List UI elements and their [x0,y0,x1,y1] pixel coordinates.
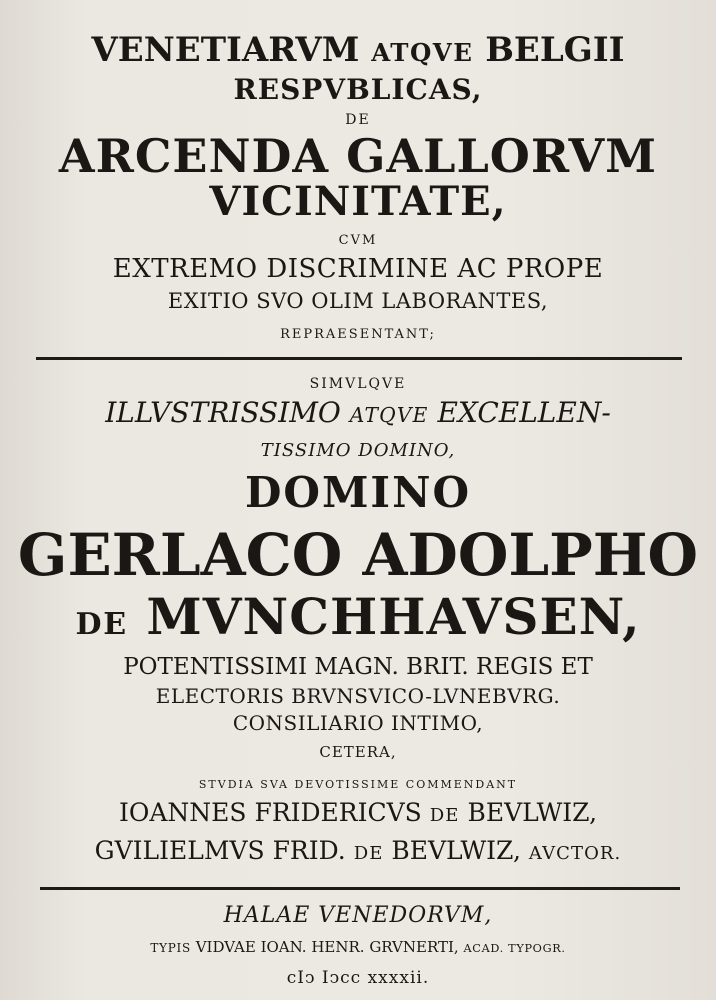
dedication-word-excellen: EXCELLEN- [437,396,611,429]
dedication-line-12 [0,800,716,825]
title-line-5: VICINITATE, [209,178,507,225]
title-line-3: DE [345,112,371,128]
dedication-line-9: CONSILIARIO INTIMO, [232,711,484,735]
imprint-line-2 [0,940,716,955]
dedication-line-2 [0,396,716,429]
dedication-line-6 [0,587,716,646]
dedication-line-10: CETERA, [319,743,397,761]
dedication-word-illustrissimo: ILLVSTRISSIMO [105,396,341,429]
imprint-acad: ACAD. TYPOGR. [463,942,566,955]
title-line-4: ARCENDA GALLORVM [58,129,658,183]
author-ioannes-surname: BEVLWIZ, [467,798,598,827]
dedication-line-11: STVDIA SVA DEVOTISSIME COMMENDANT [198,778,518,791]
top-rule [36,357,682,360]
imprint-year: cIↄ Iↄcc xxxxii. [286,968,430,988]
imprint-typis: TYPIS [150,941,191,955]
dedication-line-5: GERLACO ADOLPHO [17,521,699,589]
dedication-word-de: DE [75,607,128,642]
dedication-line-4: DOMINO [244,468,472,517]
title-word-atque: ATQVE [371,38,474,67]
dedication-line-3: TISSIMO DOMINO, [260,440,456,461]
dedication-line-13 [0,838,716,863]
title-line-1 [0,30,716,70]
dedication-word-munchhausen: MVNCHHAVSEN, [146,587,641,646]
dedication-line-1: SIMVLQVE [309,376,407,392]
dedication-line-7: POTENTISSIMI MAGN. BRIT. REGIS ET [123,654,593,680]
imprint-line-1: HALAE VENEDORVM, [223,903,493,928]
dedication-line-8: ELECTORIS BRVNSVICO-LVNEBVRG. [155,684,561,708]
title-word-venetiarum: VENETIARVM [91,30,360,70]
author-role: AVCTOR. [528,843,622,864]
title-line-8: EXITIO SVO OLIM LABORANTES, [167,289,549,313]
title-word-belgii: BELGII [485,30,625,70]
title-line-7: EXTREMO DISCRIMINE AC PROPE [112,254,604,284]
author-guilielmus: GVILIELMVS FRID. [94,836,346,865]
author-guilielmus-surname: BEVLWIZ, [391,836,521,865]
imprint-printer: VIDVAE IOAN. HENR. GRVNERTI, [195,938,459,956]
author-ioannes-de: DE [429,805,460,826]
bottom-rule [40,887,680,890]
author-ioannes: IOANNES FRIDERICVS [118,798,422,827]
author-guilielmus-de: DE [353,843,384,864]
title-line-2: RESPVBLICAS, [233,73,483,106]
title-line-9: REPRAESENTANT; [280,327,436,342]
title-line-6: CVM [338,233,378,248]
dedication-word-atque: ATQVE [349,403,429,427]
